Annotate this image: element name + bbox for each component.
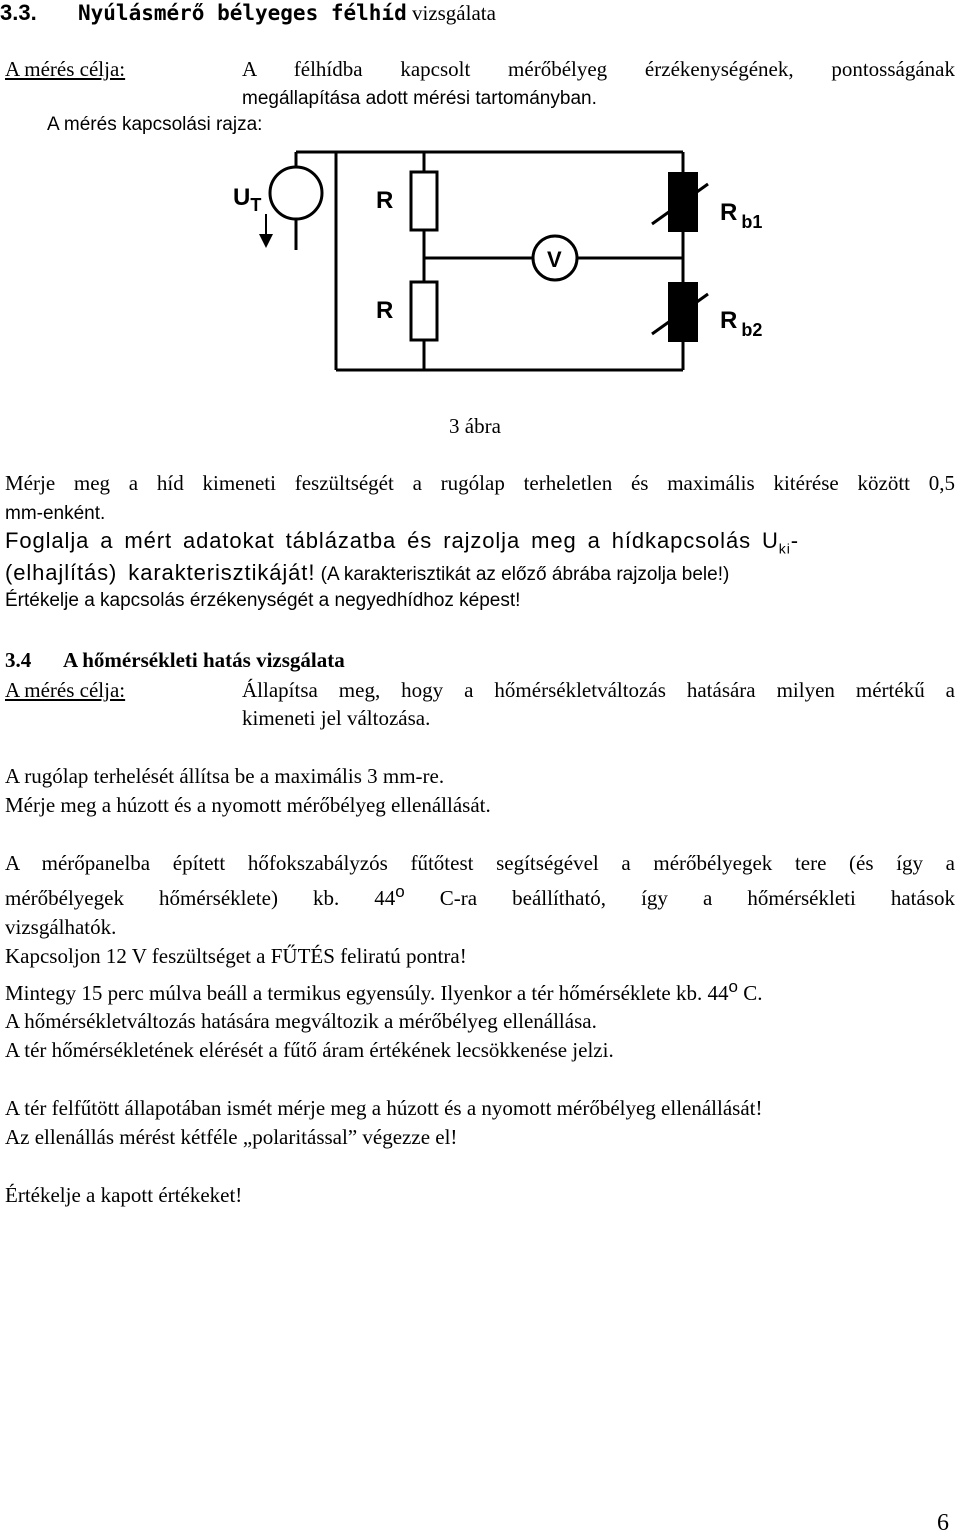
body-line: A tér hőmérsékletének elérését a fűtő áram értékének lecsökkenése jelzi. <box>5 1038 614 1062</box>
body-line: Mérje meg a húzott és a nyomott mérőbélyeg ellenállását. <box>5 793 491 817</box>
section-title-rest: vizsgálata <box>406 1 496 25</box>
page-number: 6 <box>937 1510 949 1536</box>
arrow-down-icon <box>259 234 273 248</box>
circuit-label: A mérés kapcsolási rajza: <box>47 114 263 135</box>
resistor-top <box>411 172 437 230</box>
r-bottom-label: R <box>376 297 394 324</box>
section-title-bold: Nyúlásmérő bélyeges félhíd <box>78 1 407 25</box>
goal-text-line: megállapítása adott mérési tartományban. <box>242 88 597 109</box>
body-line: Mintegy 15 perc múlva beáll a termikus egyensúly. Ilyenkor a tér hőmérséklete kb. 44$^o$ C. <box>5 977 763 1005</box>
goal-text-line: A félhídba kapcsolt mérőbélyeg érzékenységének, pontosságának <box>242 57 955 81</box>
body-line: A mérőpanelba épített hőfokszabályzós fűtőtest segítségével a mérőbélyegek tere (és így a <box>5 851 955 875</box>
section-number: 3.3. <box>0 0 37 25</box>
body-line: mérőbélyegek hőmérséklete) kb. 44$^o$ C-ra beállítható, így a hőmérsékleti hatások <box>5 882 955 910</box>
section-heading-3-3 <box>0 0 496 26</box>
body-line: A hőmérsékletváltozás hatására megváltozik a mérőbélyeg ellenállása. <box>5 1009 597 1033</box>
body-line: Foglalja a mért adatokat táblázatba és rajzolja meg a hídkapcsolás $U_{ki}-$ <box>5 528 799 557</box>
goal-label: A mérés célja: <box>5 678 126 702</box>
goal-text-line: kimeneti jel változása. <box>242 706 431 730</box>
body-line: Mérje meg a híd kimeneti feszültségét a rugólap terheletlen és maximális kitérése között 0,5 <box>5 471 955 495</box>
body-line: Értékelje a kapcsolás érzékenységét a negyedhídhoz képest! <box>5 590 521 611</box>
rb2-label: R $_{b2}$ <box>720 307 763 340</box>
r-top-label: R <box>376 187 394 214</box>
section-heading-3-4 <box>5 648 345 673</box>
resistor-bottom <box>411 282 437 340</box>
section-title: A hőmérsékleti hatás vizsgálata <box>63 648 345 672</box>
rb1-label: R $_{b1}$ <box>720 199 763 232</box>
body-line: A tér felfűtött állapotában ismét mérje meg a húzott és a nyomott mérőbélyeg ellenállását! <box>5 1096 763 1120</box>
body-line: mm-enként. <box>5 503 106 524</box>
body-line: Értékelje a kapott értékeket! <box>5 1183 243 1207</box>
body-line: (elhajlítás) karakterisztikáját! (A karakterisztikát az előző ábrába rajzolja bele!) <box>5 560 730 585</box>
figure-caption: 3 ábra <box>449 414 501 438</box>
bridge-circuit-diagram <box>0 140 960 400</box>
body-line: Kapcsoljon 12 V feszültséget a FŰTÉS feliratú pontra! <box>5 944 467 968</box>
voltage-source-icon <box>270 167 322 219</box>
body-line: vizsgálhatók. <box>5 915 117 939</box>
ut-label: $U_T$ <box>233 184 262 215</box>
goal-text-line: Állapítsa meg, hogy a hőmérsékletváltozás hatására milyen mértékű a <box>242 678 955 702</box>
voltmeter-label: V <box>547 247 562 272</box>
body-line: A rugólap terhelését állítsa be a maximális 3 mm-re. <box>5 764 445 788</box>
section-number: 3.4 <box>5 648 32 672</box>
body-line: Az ellenállás mérést kétféle „polaritással” végezze el! <box>5 1125 458 1149</box>
goal-label: A mérés célja: <box>5 57 126 81</box>
